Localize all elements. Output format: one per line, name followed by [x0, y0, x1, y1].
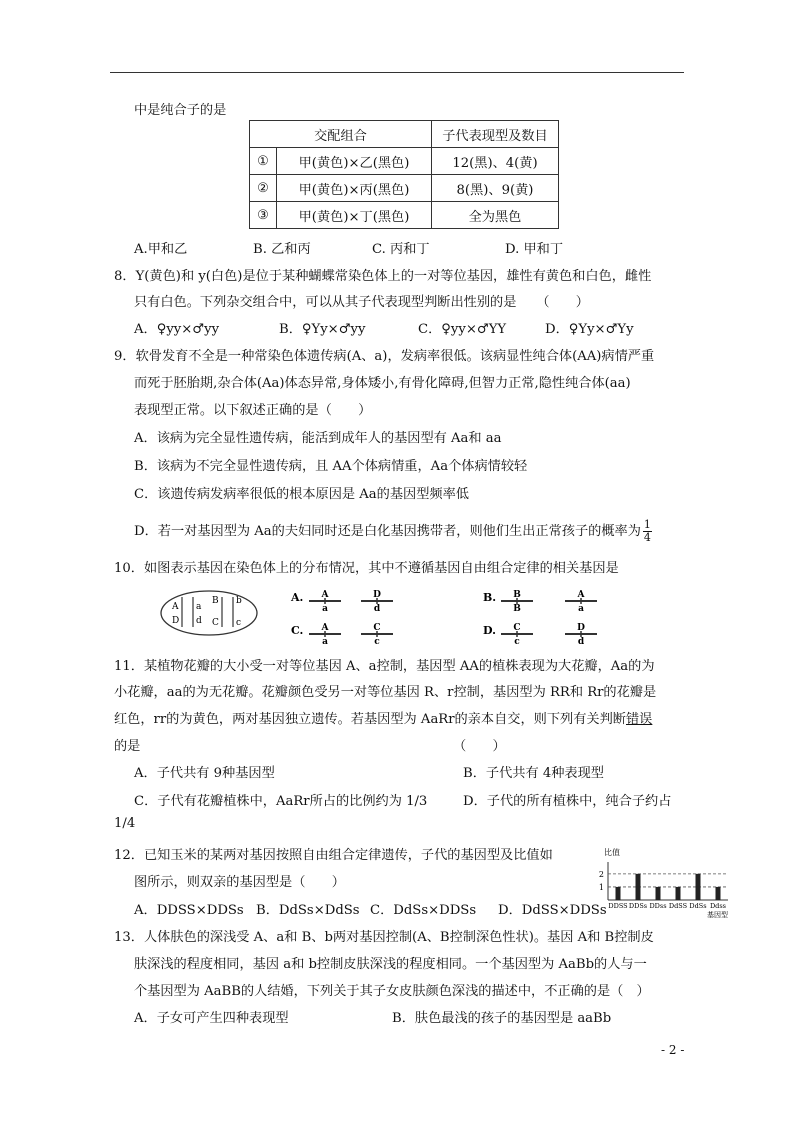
- q11-option-b: B．子代共有 4种表现型: [463, 766, 604, 781]
- q13-option-b: B．肤色最浅的孩子的基因型是 aaBb: [392, 1011, 612, 1026]
- gene-top-label: D: [373, 590, 381, 600]
- cell-gene-label: d: [196, 616, 202, 626]
- q11-emphasis: 错误: [625, 712, 653, 727]
- row-cross: 甲(黄色)×丁(黑色): [277, 202, 432, 229]
- gene-bottom-label: c: [374, 637, 380, 647]
- x-tick-label: Ddss: [709, 902, 727, 910]
- gene-bottom-label: a: [322, 637, 328, 647]
- gene-top-label: A: [321, 623, 329, 633]
- table-header-offspring: 子代表现型及数目: [432, 121, 559, 148]
- q13-line-3: 个基因型为 AaBB的人结婚，下列关于其子女皮肤颜色深浅的描述中，不正确的是（ ）: [134, 984, 650, 999]
- x-tick-label: DDss: [649, 902, 667, 910]
- bar: [696, 874, 701, 900]
- genotype-ratio-chart: [590, 846, 742, 920]
- q7-option-c: C. 丙和丁: [372, 242, 430, 257]
- row-offspring: 全为黑色: [432, 202, 559, 229]
- cross-table: [249, 120, 559, 229]
- row-number: ①: [250, 148, 277, 175]
- cell-gene-label: c: [236, 618, 242, 628]
- gene-bottom-label: B: [513, 604, 521, 614]
- q8-line-1: 8．Y(黄色)和 y(白色)是位于某种蝴蝶常染色体上的一对等位基因，雄性有黄色和白色，雌性: [114, 269, 652, 284]
- q7-option-b: B. 乙和丙: [253, 242, 311, 257]
- q9-option-c: C．该遗传病发病率很低的根本原因是 Aa的基因型频率低: [134, 487, 469, 502]
- row-cross: 甲(黄色)×丙(黑色): [277, 175, 432, 202]
- fraction: [643, 519, 652, 544]
- q12-line-1: 12．已知玉米的某两对基因按照自由组合定律遗传，子代的基因型及比值如: [114, 848, 553, 863]
- q11-line-4: 的是: [114, 739, 141, 754]
- y-tick-label: 2: [598, 869, 604, 879]
- q8-option-b: B．♀Yy×♂yy: [279, 322, 366, 337]
- row-number: ③: [250, 202, 277, 229]
- cell-gene-label: a: [196, 602, 202, 612]
- gene-pairs: [309, 590, 597, 647]
- q12-option-a: A．DDSS×DDSs: [134, 903, 244, 918]
- bar: [656, 887, 661, 900]
- gene-top-label: A: [321, 590, 329, 600]
- x-tick-label: DDSS: [608, 902, 628, 910]
- gene-top-label: C: [373, 623, 381, 633]
- q11-option-d: D．子代的所有植株中，纯合子约占: [463, 794, 672, 809]
- q12-line-2: 图所示，则双亲的基因型是（ ）: [134, 875, 345, 890]
- q13-line-2: 肤深浅的程度相同，基因 a和 b控制皮肤深浅的程度相同。一个基因型为 AaBb的人与一: [134, 957, 647, 972]
- q12-option-c: C．DdSs×DDSs: [370, 903, 477, 918]
- x-axis-label: 基因型: [707, 911, 728, 919]
- cell-gene-label: A: [172, 602, 179, 612]
- cell-gene-label: b: [236, 596, 242, 606]
- q10-option-a-label: A.: [291, 591, 304, 604]
- q10-stem: 10．如图表示基因在染色体上的分布情况，其中不遵循基因自由组合定律的相关基因是: [114, 561, 619, 576]
- bar: [716, 887, 721, 900]
- gene-pair: [565, 590, 597, 614]
- cell-outline: [161, 591, 257, 635]
- gene-bottom-label: c: [514, 637, 520, 647]
- q13-line-1: 13．人体肤色的深浅受 A、a和 B、b两对基因控制(A、B控制深色性状)。基因 A和 B控制皮: [114, 930, 654, 945]
- table-row: [250, 175, 559, 202]
- gene-bottom-label: a: [578, 604, 584, 614]
- gene-bottom-label: a: [322, 604, 328, 614]
- gene-pair: [501, 623, 533, 647]
- q10-option-c-label: C.: [291, 624, 304, 637]
- gene-top-label: C: [513, 623, 521, 633]
- gene-pair: [309, 590, 341, 614]
- row-cross: 甲(黄色)×乙(黑色): [277, 148, 432, 175]
- row-offspring: 12(黑)、4(黄): [432, 148, 559, 175]
- gene-top-label: A: [577, 590, 585, 600]
- q13-option-a: A．子女可产生四种表现型: [134, 1011, 289, 1026]
- bar: [676, 887, 681, 900]
- q12-option-d: D．DdSS×DDSs: [498, 903, 607, 918]
- q11-line-2: 小花瓣，aa的为无花瓣。花瓣颜色受另一对等位基因 R、r控制，基因型为 RR和 Rr的花瓣是: [114, 685, 657, 700]
- cell-gene-label: D: [172, 616, 180, 626]
- gene-pair: [501, 590, 533, 614]
- gene-bottom-label: d: [577, 637, 585, 647]
- q10-option-d-label: D.: [483, 624, 496, 637]
- q9-option-a: A．该病为完全显性遗传病，能活到成年人的基因型有 Aa和 aa: [134, 431, 502, 446]
- gene-pair: [309, 623, 341, 647]
- q11-option-a: A．子代共有 9种基因型: [134, 766, 275, 781]
- gene-pair: [361, 623, 393, 647]
- q12-option-b: B．DdSs×DdSs: [256, 903, 360, 918]
- q11-line-3-text: 红色，rr的为黄色，两对基因独立遗传。若基因型为 AaRr的亲本自交，则下列有关判断: [114, 712, 626, 727]
- row-offspring: 8(黑)、9(黄): [432, 175, 559, 202]
- q8-line-2: 只有白色。下列杂交组合中，可以从其子代表现型判断出性别的是 （ ）: [134, 295, 589, 310]
- q9-option-b: B．该病为不完全显性遗传病，且 AA个体病情重，Aa个体病情较轻: [134, 459, 528, 474]
- fraction-numerator: 1: [643, 518, 651, 531]
- q9-line-1: 9．软骨发育不全是一种常染色体遗传病(A、a)，发病率很低。该病显性纯合体(AA)病情严重: [114, 349, 655, 364]
- gene-pair: [565, 623, 597, 647]
- y-axis-label: 比值: [604, 848, 620, 857]
- page-number: - 2 -: [661, 1043, 685, 1057]
- gene-top-label: B: [513, 590, 521, 600]
- q11-answer-paren: （ ）: [453, 739, 506, 754]
- q8-option-a: A．♀yy×♂yy: [134, 322, 220, 337]
- bar: [636, 874, 641, 900]
- table-row: [250, 202, 559, 229]
- table-row: [250, 148, 559, 175]
- gene-top-label: D: [577, 623, 585, 633]
- q9-line-2: 而死于胚胎期,杂合体(Aa)体态异常,身体矮小,有骨化障碍,但智力正常,隐性纯合体(aa): [134, 376, 631, 391]
- q9-option-d: [134, 519, 652, 544]
- q8-option-d: D．♀Yy×♂Yy: [545, 322, 634, 337]
- row-number: ②: [250, 175, 277, 202]
- cell-gene-label: C: [212, 618, 219, 628]
- q7-option-d: D. 甲和丁: [505, 242, 564, 257]
- x-tick-label: DDSs: [628, 902, 648, 910]
- table-header-row: [250, 121, 559, 148]
- x-tick-label: DdSS: [668, 902, 688, 910]
- q11-line-3: [114, 708, 652, 727]
- q10-figure: [160, 587, 620, 647]
- fraction-denominator: 4: [643, 531, 651, 544]
- gene-bottom-label: d: [373, 604, 381, 614]
- cell-gene-label: B: [212, 596, 219, 606]
- table-header-cross: 交配组合: [250, 121, 432, 148]
- q10-option-b-label: B.: [483, 591, 497, 604]
- q8-option-c: C．♀yy×♂YY: [418, 322, 507, 337]
- q7-stem-tail: 中是纯合子的是: [134, 103, 227, 118]
- y-tick-label: 1: [598, 882, 604, 892]
- q11-option-d-tail: 1/4: [114, 816, 136, 831]
- q9-option-d-text: D．若一对基因型为 Aa的夫妇同时还是白化基因携带者，则他们生出正常孩子的概率为: [134, 524, 641, 539]
- q11-option-c: C．子代有花瓣植株中，AaRr所占的比例约为 1/3: [134, 794, 428, 809]
- bar: [616, 887, 621, 900]
- q9-line-3: 表现型正常。以下叙述正确的是（ ）: [134, 403, 372, 418]
- q7-option-a: A.甲和乙: [134, 242, 188, 257]
- x-tick-label: DdSs: [689, 902, 707, 910]
- q11-line-1: 11．某植物花瓣的大小受一对等位基因 A、a控制，基因型 AA的植株表现为大花瓣，Aa的为: [114, 659, 655, 674]
- gene-pair: [361, 590, 393, 614]
- header-rule: [110, 72, 684, 73]
